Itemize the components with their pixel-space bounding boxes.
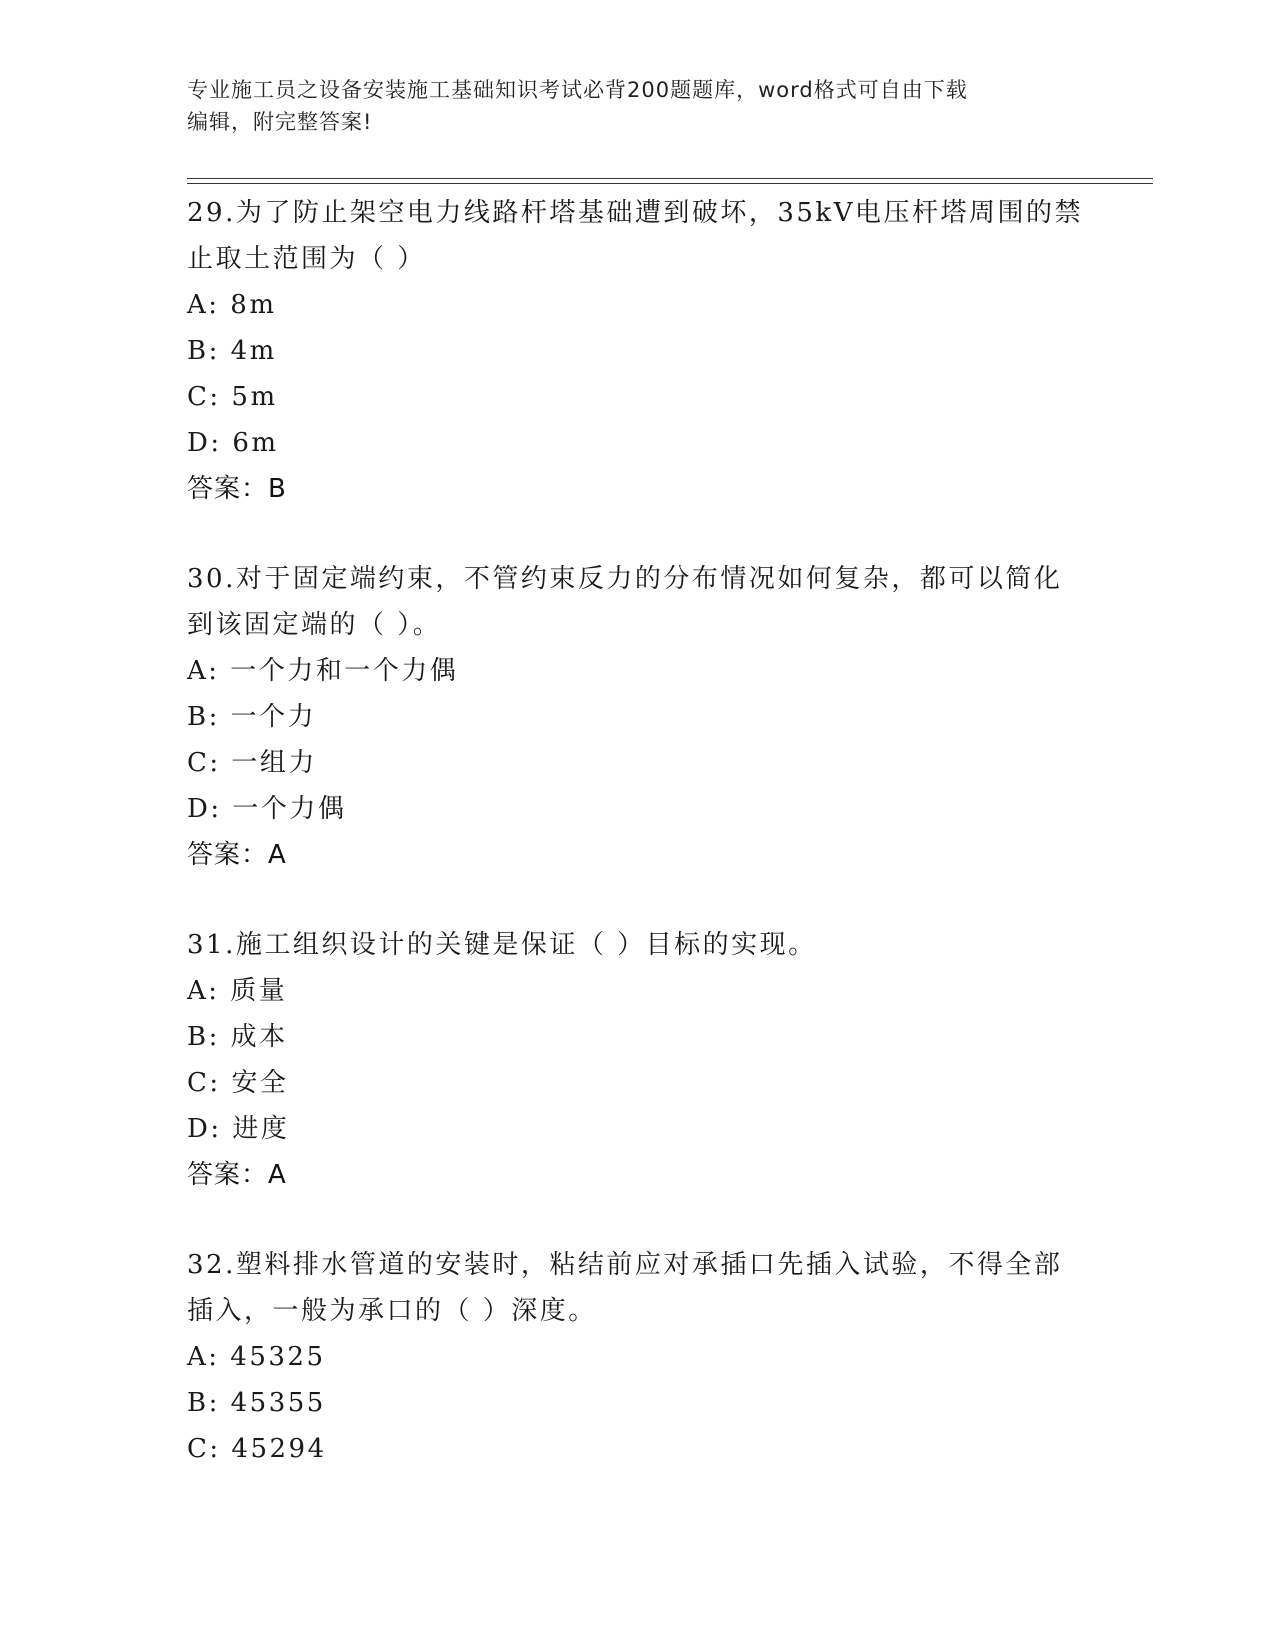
question-text-line: 29.为了防止架空电力线路杆塔基础遭到破坏，35kV电压杆塔周围的禁 [187, 198, 1083, 228]
answer-label: 答案：B [187, 474, 287, 504]
header-line-1: 专业施工员之设备安装施工基础知识考试必背200题题库，word格式可自由下载 [187, 78, 968, 102]
header-divider-top [187, 178, 1153, 179]
question-text [187, 554, 1087, 648]
question-text [187, 1240, 1087, 1334]
answer-label: 答案：A [187, 840, 287, 870]
option-b: B: 成本 [187, 1022, 288, 1052]
question-text-line: 到该固定端的（ ）。 [187, 610, 442, 640]
question-30 [187, 554, 1087, 878]
question-text-line: 32.塑料排水管道的安装时，粘结前应对承插口先插入试验，不得全部 [187, 1250, 1063, 1280]
question-text [187, 188, 1087, 282]
option-a: A: 45325 [187, 1342, 326, 1372]
question-31 [187, 920, 1087, 1198]
option-c: C: 一组力 [187, 748, 317, 778]
option-d: D: 6m [187, 428, 279, 458]
answer-label: 答案：A [187, 1160, 287, 1190]
question-text-line: 插入，一般为承口的（ ）深度。 [187, 1296, 597, 1326]
option-c: C: 5m [187, 382, 278, 412]
option-b: B: 4m [187, 336, 277, 366]
header-divider-bottom [187, 183, 1153, 184]
option-b: B: 45355 [187, 1388, 326, 1418]
question-text [187, 920, 1087, 968]
option-d: D: 一个力偶 [187, 794, 347, 824]
option-c: C: 45294 [187, 1434, 327, 1464]
option-b: B: 一个力 [187, 702, 317, 732]
option-c: C: 安全 [187, 1068, 289, 1098]
question-text-line: 31.施工组织设计的关键是保证（ ）目标的实现。 [187, 930, 817, 960]
option-a: A: 一个力和一个力偶 [187, 656, 459, 686]
question-29 [187, 188, 1087, 512]
document-header [187, 74, 1087, 138]
option-a: A: 质量 [187, 976, 288, 1006]
question-32 [187, 1240, 1087, 1472]
option-d: D: 进度 [187, 1114, 290, 1144]
question-text-line: 30.对于固定端约束，不管约束反力的分布情况如何复杂，都可以简化 [187, 564, 1063, 594]
question-list [187, 188, 1087, 1472]
header-line-2: 编辑，附完整答案! [187, 110, 373, 134]
option-a: A: 8m [187, 290, 277, 320]
question-text-line: 止取土范围为（ ） [187, 244, 426, 274]
